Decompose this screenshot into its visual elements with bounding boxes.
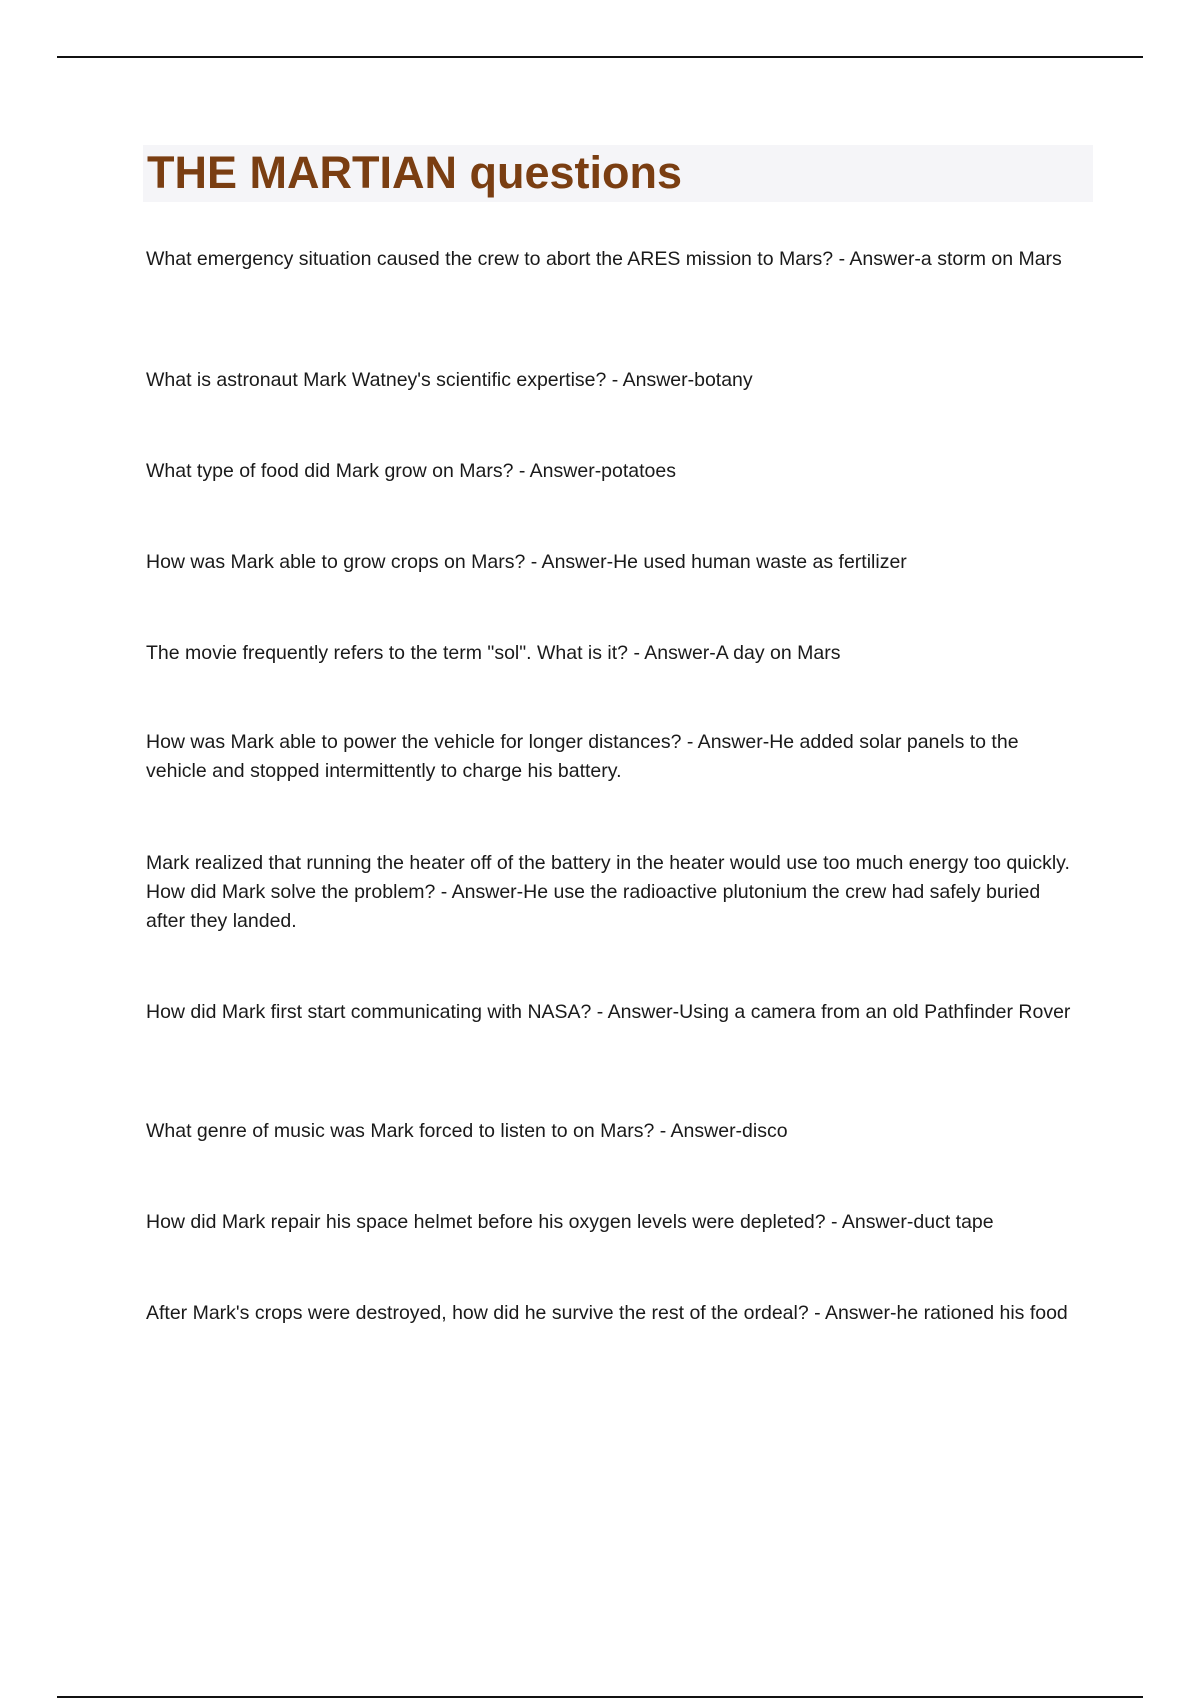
- bottom-divider: [57, 1696, 1143, 1698]
- qa-item-6: How was Mark able to power the vehicle for longer distances? - Answer-He added solar panels to the vehicle and stopped intermittently to charge his battery.: [146, 731, 1019, 782]
- qa-item-9: What genre of music was Mark forced to listen to on Mars? - Answer-disco: [146, 1120, 788, 1142]
- qa-item-5: The movie frequently refers to the term "sol". What is it? - Answer-A day on Mars: [146, 642, 841, 664]
- qa-item-2: What is astronaut Mark Watney's scientific expertise? - Answer-botany: [146, 369, 753, 391]
- qa-item-1: What emergency situation caused the crew to abort the ARES mission to Mars? - Answer-a storm on Mars: [146, 248, 1062, 270]
- qa-item-4: How was Mark able to grow crops on Mars? - Answer-He used human waste as fertilizer: [146, 551, 907, 573]
- top-divider: [57, 56, 1143, 58]
- qa-item-8: How did Mark first start communicating with NASA? - Answer-Using a camera from an old Pathfinder Rover: [146, 1001, 1071, 1023]
- qa-item-11: After Mark's crops were destroyed, how did he survive the rest of the ordeal? - Answer-he rationed his food: [146, 1302, 1068, 1324]
- qa-item-7: Mark realized that running the heater off of the battery in the heater would use too much energy too quickly. How did Mark solve the problem? - Answer-He use the radioactive plutonium the crew had safely buried after they landed.: [146, 852, 1070, 932]
- qa-item-3: What type of food did Mark grow on Mars? - Answer-potatoes: [146, 460, 676, 482]
- qa-item-10: How did Mark repair his space helmet before his oxygen levels were depleted? - Answer-duct tape: [146, 1211, 994, 1233]
- document-title: THE MARTIAN questions: [147, 147, 682, 198]
